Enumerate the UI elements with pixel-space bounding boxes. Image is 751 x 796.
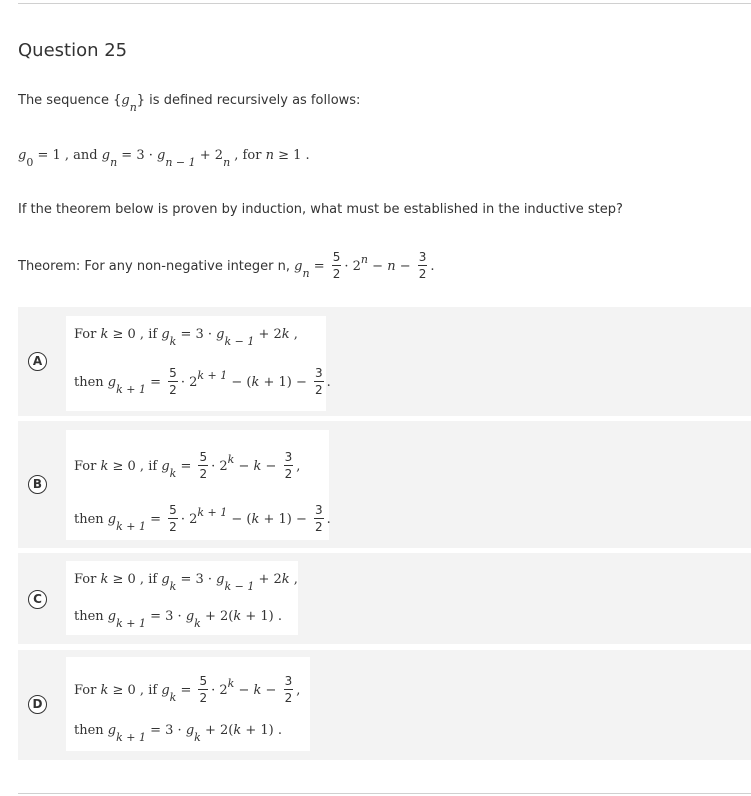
option-b-conclusion: then $g_{k + 1}$ = $\frac{5}{2}$ · $2^{k + 1} - (k + 1)$ − $\frac{3}{2}$ .	[74, 503, 331, 534]
option-d[interactable]	[18, 650, 751, 760]
option-a-conclusion: then $g_{k + 1}$ = $\frac{5}{2}$ · $2^{k + 1} - (k + 1)$ − $\frac{3}{2}$ .	[74, 366, 331, 397]
sequence-intro	[18, 93, 361, 114]
bottom-divider	[18, 793, 751, 794]
option-a[interactable]	[18, 307, 751, 416]
def-and: , and	[64, 148, 98, 163]
intro-after: } is defined recursively as follows:	[136, 93, 361, 108]
option-d-radio[interactable]: D	[28, 695, 47, 714]
seq-symbol: $g_n$	[121, 93, 137, 114]
option-a-card	[66, 316, 331, 411]
option-a-radio[interactable]: A	[28, 352, 47, 371]
option-c-radio[interactable]: C	[28, 590, 47, 609]
question-title: Question 25	[18, 40, 128, 61]
option-c[interactable]	[18, 553, 751, 644]
recursive-definition: $g_0 = 1$ , and $g_n = 3 \cdot g_{n - 1} + 2_n$ , for n ≥ 1 .	[18, 148, 310, 169]
option-d-conclusion: then $g_{k + 1} = 3 \cdot g_k + 2(k + 1)$ .	[74, 723, 282, 744]
option-a-hypothesis: For k ≥ 0 , if $g_k = 3 \cdot g_{k - 1} + 2k$ ,	[74, 327, 298, 348]
option-c-card	[66, 561, 298, 635]
option-b-hypothesis: For k ≥ 0 , if $g_k$ = $\frac{5}{2}$ · $2^k - k$ − $\frac{3}{2}$ ,	[74, 450, 301, 481]
theorem-lead: Theorem: For any non-negative integer n,	[18, 259, 290, 274]
def-for: , for	[234, 148, 262, 163]
question-prompt: If the theorem below is proven by induction, what must be established in the inductive step?	[18, 202, 623, 217]
top-divider	[18, 3, 751, 4]
option-d-hypothesis: For k ≥ 0 , if $g_k$ = $\frac{5}{2}$ · $2^k - k$ − $\frac{3}{2}$ ,	[74, 674, 301, 705]
option-c-conclusion: then $g_{k + 1} = 3 \cdot g_k + 2(k + 1)$ .	[74, 609, 282, 630]
option-b-card	[66, 430, 329, 540]
intro-before: The sequence {	[18, 93, 122, 108]
theorem-statement: Theorem: For any non-negative integer n, $g_n$ = $\frac{5}{2}$ · $2^n - n$ − $\frac{3}{2}$ .	[18, 250, 435, 281]
option-b-radio[interactable]: B	[28, 475, 47, 494]
option-d-card	[66, 657, 310, 751]
option-c-hypothesis: For k ≥ 0 , if $g_k = 3 \cdot g_{k - 1} + 2k$ ,	[74, 572, 298, 593]
option-b[interactable]	[18, 421, 751, 548]
